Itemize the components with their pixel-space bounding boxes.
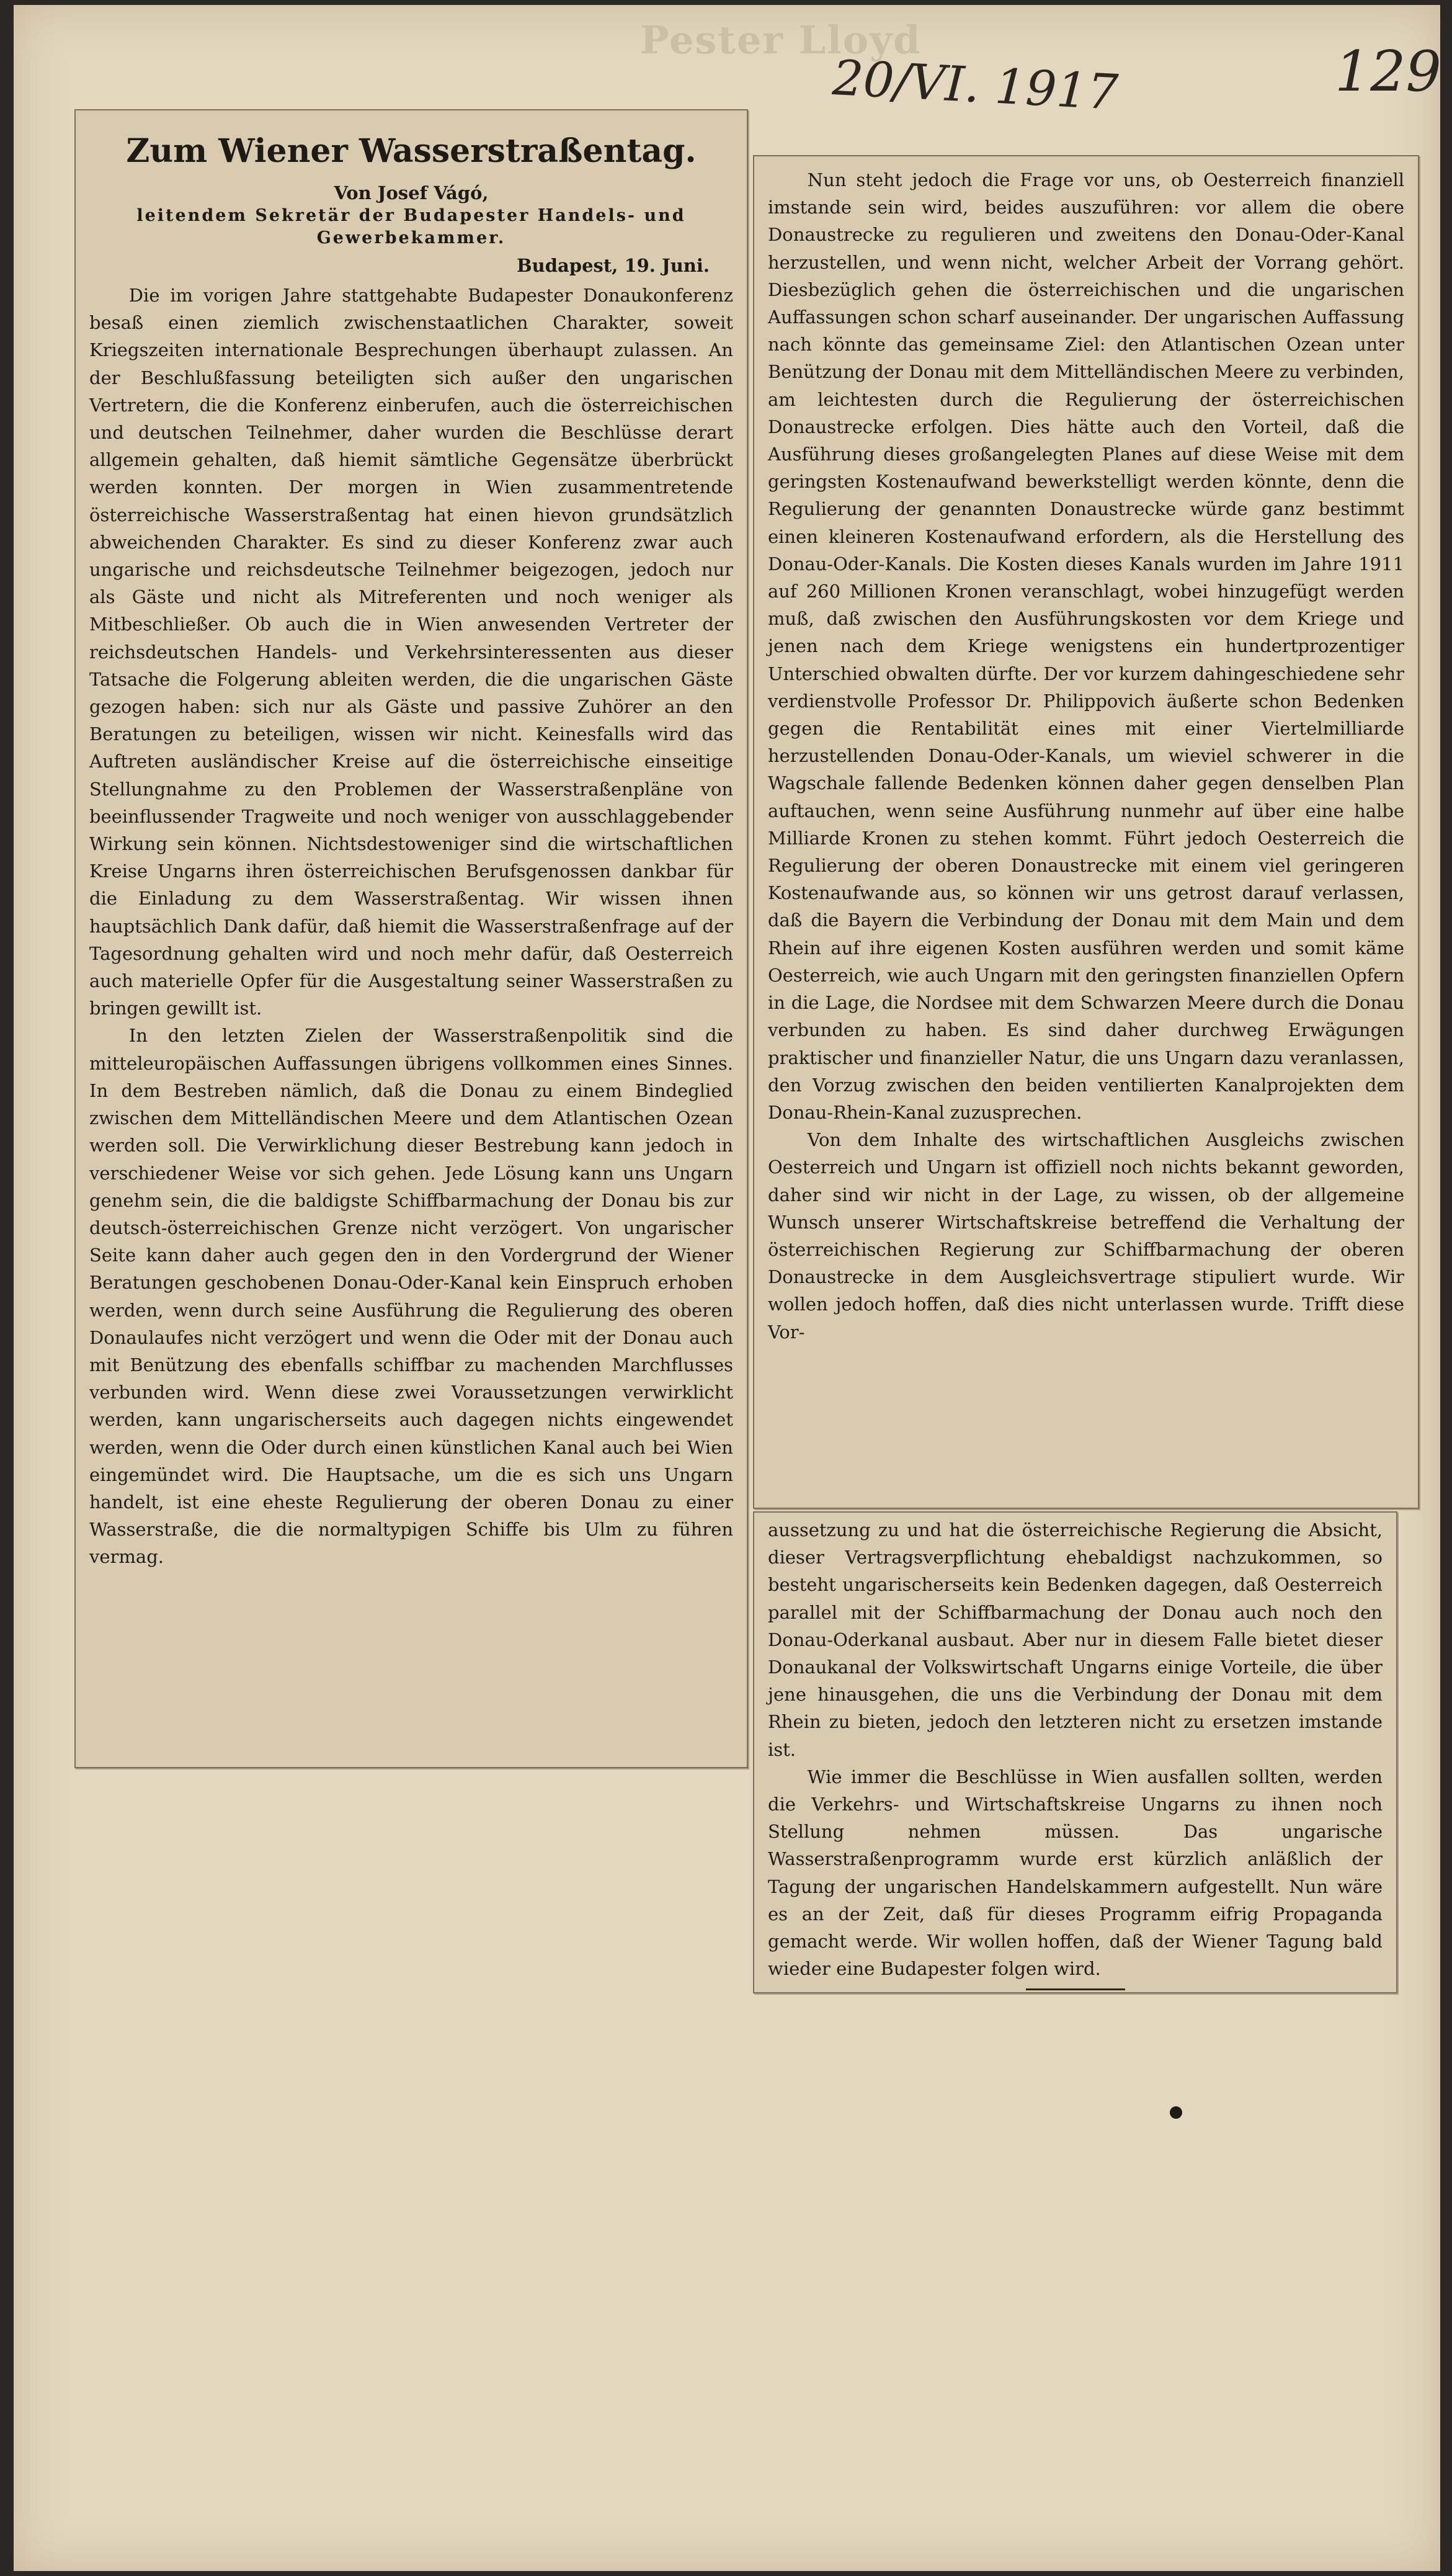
article-body-right-bottom [768, 1516, 1383, 1982]
article-dateline: Budapest, 19. Juni. [517, 255, 710, 276]
paragraph: Die im vorigen Jahre stattgehabte Budapester Donaukonferenz besaß einen ziemlich zwischenstaatlichen Charakter, soweit Kriegszeiten internationale Besprechungen überhaupt zulassen. An der Beschlußfassung beteiligten sich außer den ungarischen Vertretern, die die Konferenz einberufen, auch die österreichischen und deutschen Teilnehmer, daher wurden die Beschlüsse derart allgemein gehalten, daß hiemit sämtliche Gegensätze überbrückt werden konnten. Der morgen in Wien zusammentretende österreichische Wasserstraßentag hat einen hievon grundsätzlich abweichenden Charakter. Es sind zu dieser Konferenz zwar auch ungarische und reichsdeutsche Teilnehmer beigezogen, jedoch nur als Gäste und nicht als Mitreferenten und noch weniger als Mitbeschließer. Ob auch die in Wien anwesenden Vertreter der reichsdeutschen Handels- und Verkehrsinteressenten aus dieser Tatsache die Folgerung ableiten werden, die die ungarischen Gäste gezogen haben: sich nur als Gäste und passive Zuhörer an den Beratungen zu beteiligen, wissen wir nicht. Keinesfalls wird das Auftreten ausländischer Kreise auf die österreichische einseitige Stellungnahme zu den Problemen der Wasserstraßenpläne von beeinflussender Tragweite und noch weniger von ausschlaggebender Wirkung sein können. Nichtsdestoweniger sind die wirtschaftlichen Kreise Ungarns ihren österreichischen Berufsgenossen dankbar für die Einladung zu dem Wasserstraßentag. Wir wissen ihnen hauptsächlich Dank dafür, daß hiemit die Wasserstraßenfrage auf der Tagesordnung gehalten wird und noch mehr dafür, daß Oesterreich auch materielle Opfer für die Ausgestaltung seiner Wasserstraßen zu bringen gewillt ist. [89, 285, 733, 1019]
clipping-column-right-top [753, 155, 1419, 1509]
paragraph: Nun steht jedoch die Frage vor uns, ob Oesterreich finanziell imstande sein wird, beides auszuführen: vor allem die obere Donaustrecke zu regulieren und zweitens den Donau-Oder-Kanal herzustellen, und wenn nicht, welcher Arbeit der Vorrang gehört. Diesbezüglich gehen die österreichischen und die ungarischen Auffassungen schon scharf auseinander. Der ungarischen Auffassung nach könnte das gemeinsame Ziel: den Atlantischen Ozean unter Benützung der Donau mit dem Mittelländischen Meere zu verbinden, am leichtesten durch die Regulierung der österreichischen Donaustrecke erfolgen. Dies hätte auch den Vorteil, daß die Ausführung dieses großangelegten Planes auf diese Weise mit dem geringsten Kostenaufwand bewerkstelligt werden könnte, denn die Regulierung der genannten Donaustrecke würde ganz bestimmt einen kleineren Kostenaufwand erfordern, als die Herstellung des Donau-Oder-Kanals. Die Kosten dieses Kanals wurden im Jahre 1911 auf 260 Millionen Kronen veranschlagt, wobei hinzugefügt werden muß, daß zwischen den Ausführungskosten vor dem Kriege und jenen nach dem Kriege wenigstens ein hundertprozentiger Unterschied obwalten dürfte. Der vor kurzem dahingeschiedene sehr verdienstvolle Professor Dr. Philippovich äußerte schon Bedenken gegen die Rentabilität eines mit einer Viertelmilliarde herzustellenden Donau-Oder-Kanals, um wieviel schwerer in die Wagschale fallende Bedenken können daher gegen denselben Plan auftauchen, wenn seine Ausführung nunmehr auf über eine halbe Milliarde Kronen zu stehen kommt. Führt jedoch Oesterreich die Regulierung der oberen Donaustrecke mit einem viel geringeren Kostenaufwande aus, so können wir uns getrost darauf verlassen, daß die Bayern die Verbindung der Donau mit dem Main und dem Rhein auf ihre eigenen Kosten ausführen werden und somit käme Oesterreich, wie auch Ungarn mit den geringsten finanziellen Opfern in die Lage, die Nordsee mit dem Schwarzen Meere durch die Donau verbunden zu haben. Es sind daher durchweg Erwägungen praktischer und finanzieller Natur, die uns Ungarn dazu veranlassen, den Vorzug zwischen den beiden ventilierten Kanalprojekten dem Donau-Rhein-Kanal zuzusprechen. [768, 169, 1404, 1123]
article-byline: Von Josef Vágó, [334, 182, 489, 203]
article-body-right-top [768, 166, 1404, 1346]
paragraph: Wie immer die Beschlüsse in Wien ausfallen sollten, werden die Verkehrs- und Wirtschaftskreise Ungarns zu ihnen noch Stellung nehmen müssen. Das ungarische Wasserstraßenprogramm wurde erst kürzlich anläßlich der Tagung der ungarischen Handelskammern aufgestellt. Nun wäre es an der Zeit, daß für dieses Programm eifrig Propaganda gemacht werde. Wir wollen hoffen, daß der Wiener Tagung bald wieder eine Budapester folgen wird. [768, 1766, 1383, 1980]
article-body-left [89, 282, 733, 1571]
newspaper-masthead: Pester Lloyd [640, 17, 922, 63]
clipping-column-left [74, 109, 748, 1768]
paragraph: aussetzung zu und hat die österreichische Regierung die Absicht, dieser Vertragsverpflichtung ehebaldigst nachzukommen, so besteht ungarischerseits kein Bedenken dagegen, daß Oesterreich parallel mit der Schiffbarmachung der Donau auch noch den Donau-Oderkanal ausbaut. Aber nur in diesem Falle bietet dieser Donaukanal der Volkswirtschaft Ungarns einige Vorteile, die über jene hinausgehen, die uns die Verbindung der Donau mit dem Rhein zu bieten, jedoch den letzteren nicht zu ersetzen imstande ist. [768, 1519, 1383, 1760]
ink-dot [1170, 2106, 1182, 2119]
paragraph: Von dem Inhalte des wirtschaftlichen Ausgleichs zwischen Oesterreich und Ungarn ist offiziell noch nichts bekannt geworden, daher sind wir nicht in der Lage, zu wissen, ob der allgemeine Wunsch unserer Wirtschaftskreise betreffend die Verhaltung der österreichischen Regierung zur Schiffbarmachung der oberen Donaustrecke in dem Ausgleichsvertrage stipuliert wurde. Wir wollen jedoch hoffen, daß dies nicht unterlassen wurde. Trifft diese Vor- [768, 1129, 1404, 1343]
scrapbook-page [14, 5, 1440, 2571]
article-title: Zum Wiener Wasserstraßentag. [126, 132, 697, 170]
handwritten-date: 20/VI. 1917 [831, 50, 1120, 121]
clipping-column-right-bottom [753, 1511, 1397, 1993]
author-position: leitendem Sekretär der Budapester Handels- und Gewerbekammer. [136, 206, 686, 248]
paragraph: In den letzten Zielen der Wasserstraßenpolitik sind die mitteleuropäischen Auffassungen übrigens vollkommen eines Sinnes. In dem Bestreben nämlich, daß die Donau zu einem Bindeglied zwischen dem Mittelländischen Meere und dem Atlantischen Ozean werden soll. Die Verwirklichung dieser Bestrebung kann jedoch in verschiedener Weise vor sich gehen. Jede Lösung kann uns Ungarn genehm sein, die die baldigste Schiffbarmachung der Donau bis zur deutsch-österreichischen Grenze nicht verzögert. Von ungarischer Seite kann daher auch gegen den in den Vordergrund der Wiener Beratungen geschobenen Donau-Oder-Kanal kein Einspruch erhoben werden, wenn durch seine Ausführung die Regulierung des oberen Donaulaufes nicht verzögert und wenn die Oder mit der Donau auch mit Benützung des ebenfalls schiffbar zu machenden Marchflusses verbunden wird. Wenn diese zwei Voraussetzungen verwirklicht werden, kann ungarischerseits auch dagegen nichts eingewendet werden, wenn die Oder durch einen künstlichen Kanal auch bei Wien eingemündet wird. Die Hauptsache, um die es sich uns Ungarn handelt, ist eine eheste Regulierung der oberen Donau zu einer Wasserstraße, die die normaltypigen Schiffe bis Ulm zu führen vermag. [89, 1025, 733, 1568]
handwritten-page-number: 129 [1335, 39, 1441, 104]
end-rule [1026, 1988, 1125, 1990]
